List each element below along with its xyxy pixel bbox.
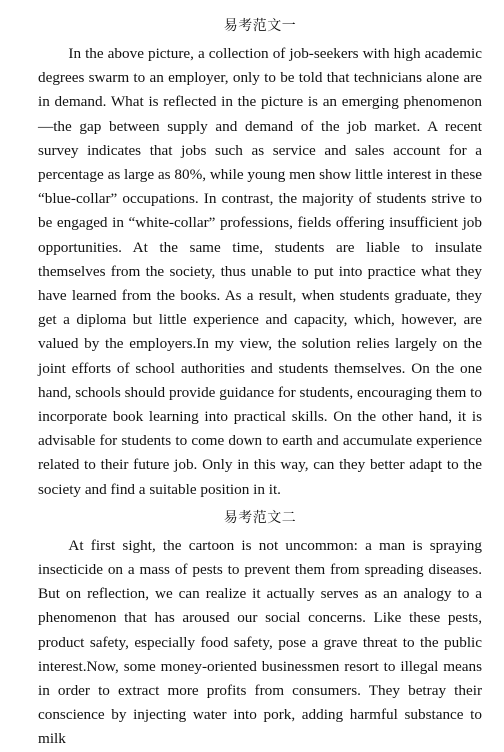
- section-title-1: 易考范文一: [223, 18, 297, 34]
- section-title-2: 易考范文二: [223, 509, 297, 526]
- essay-paragraph-2: At first sight, the cartoon is not uncommon: a man is spraying insecticide on a mass of pests to prevent them from spreading diseases. But on reflection, we can realize it actually serves as an analogy to a phenomenon that has aroused our social concerns. Like these pests, product safety, especially food safety, pose a grave threat to the public interest.Now, some money-oriented businessmen resort to illegal means in order to extract more profits from consumers. They betray their conscience by injecting water into pork, adding harmful substance to milk: [38, 536, 482, 748]
- essay-paragraph-1: In the above picture, a collection of job-seekers with high academic degrees swarm to an employer, only to be told that technicians alone are in demand. What is reflected in the picture is an emerging phenomenon—the gap between supply and demand of the job market. A recent survey indicates that jobs such as service and sales account for a percentage as large as 80%, while young men show little interest in these “blue-collar” occupations. In contrast, the majority of students strive to be engaged in “white-collar” professions, fields offering insufficient job opportunities. At the same time, students are liable to insulate themselves from the society, thus unable to put into practice what they have learned from the books. As a result, when students graduate, they get a diploma but little experience and capacity, which, however, are valued by the employers.In my view, the solution relies largely on the joint efforts of school authorities and students themselves. On the one hand, schools should provide guidance for students, encouraging them to incorporate book learning into practical skills. On the other hand, it is advisable for students to come down to earth and accumulate experience related to their future job. Only in this way, can they better adapt to the society and find a suitable position in it.: [38, 45, 482, 498]
